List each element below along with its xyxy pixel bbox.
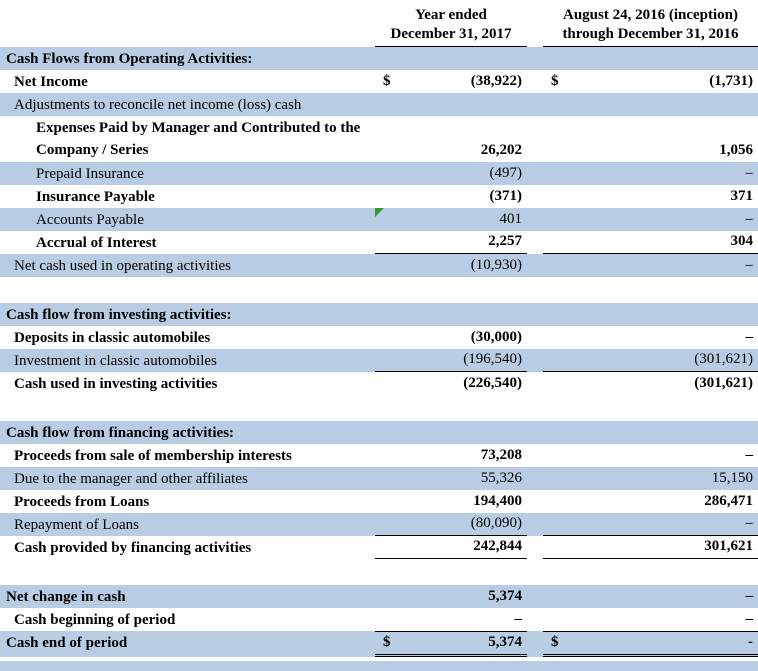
column-gap [527, 185, 543, 208]
cell-value: 5,374 [488, 588, 522, 604]
table-row [0, 608, 758, 631]
table-row [0, 585, 758, 608]
cell-value: 15,150 [711, 470, 753, 486]
table-body [0, 47, 758, 657]
cell-value: - [748, 634, 753, 650]
cell-value: – [745, 211, 753, 227]
column-gap [527, 326, 543, 349]
row-label[interactable]: Net Income [14, 74, 88, 90]
table-row [0, 231, 758, 254]
value-cell-2017[interactable] [375, 254, 527, 277]
value-cell-2016[interactable] [543, 208, 758, 231]
table-row [0, 277, 758, 303]
column-gap [527, 254, 543, 277]
cell-value: 401 [499, 211, 522, 227]
value-cell-2017[interactable] [375, 231, 527, 254]
value-cell-2016[interactable] [543, 559, 758, 585]
table-row [0, 421, 758, 444]
value-cell-2016[interactable] [543, 631, 758, 657]
value-cell-2017[interactable] [375, 585, 527, 608]
row-label[interactable]: Investment in classic automobiles [14, 353, 217, 369]
cell-value: (497) [489, 165, 522, 181]
value-cell-2016[interactable] [543, 47, 758, 70]
value-cell-2016[interactable] [543, 608, 758, 631]
value-cell-2016[interactable] [543, 254, 758, 277]
value-cell-2017[interactable] [375, 326, 527, 349]
column-gap [527, 349, 543, 372]
column-gap [527, 303, 543, 326]
value-cell-2017[interactable] [375, 421, 527, 444]
value-cell-2016[interactable] [543, 536, 758, 559]
column-header-line1: August 24, 2016 (inception) [562, 7, 738, 23]
row-label[interactable]: Insurance Payable [36, 189, 155, 205]
column-gap [527, 47, 543, 70]
cell-flag-icon [375, 208, 384, 217]
value-cell-2016[interactable] [543, 326, 758, 349]
column-gap [527, 70, 543, 93]
value-cell-2017[interactable] [375, 536, 527, 559]
table-row [0, 303, 758, 326]
column-header-line2: through December 31, 2016 [562, 26, 739, 42]
value-cell-2017[interactable] [375, 93, 527, 116]
column-gap [527, 231, 543, 254]
table-row [0, 208, 758, 231]
row-label[interactable]: Accrual of Interest [36, 235, 157, 251]
table-row [0, 490, 758, 513]
value-cell-2016[interactable] [543, 70, 758, 93]
value-cell-2017[interactable] [375, 513, 527, 536]
row-label[interactable]: Net cash used in operating activities [14, 258, 232, 274]
row-label[interactable]: Prepaid Insurance [36, 166, 144, 182]
cell-value: – [745, 588, 753, 604]
value-cell-2016[interactable] [543, 277, 758, 303]
cell-value: (30,000) [470, 329, 522, 345]
table-row [0, 395, 758, 421]
row-label[interactable]: Cash Flows from Operating Activities: [6, 51, 253, 67]
value-cell-2017[interactable] [375, 162, 527, 185]
value-cell-2017[interactable] [375, 349, 527, 372]
column-header-2016[interactable] [543, 6, 758, 47]
column-gap [527, 490, 543, 513]
cell-value: – [745, 611, 753, 627]
row-label[interactable] [0, 277, 375, 303]
column-gap [527, 536, 543, 559]
table-row [0, 116, 758, 162]
currency-symbol: $ [551, 634, 559, 650]
value-cell-2016[interactable] [543, 585, 758, 608]
cell-value: (1,731) [709, 73, 753, 89]
row-label[interactable]: Repayment of Loans [14, 517, 139, 533]
table-row [0, 70, 758, 93]
row-label[interactable]: Expenses Paid by Manager and Contributed to the Company / Series [36, 120, 361, 158]
row-label[interactable]: Cash beginning of period [14, 612, 176, 628]
cell-value: (301,621) [694, 351, 753, 367]
table-row [0, 254, 758, 277]
row-label[interactable]: Cash used in investing activities [14, 376, 218, 392]
value-cell-2017[interactable] [375, 631, 527, 657]
table-row [0, 513, 758, 536]
column-gap [527, 93, 543, 116]
table-row [0, 349, 758, 372]
value-cell-2016[interactable] [543, 372, 758, 395]
table-row [0, 559, 758, 585]
row-label[interactable]: Deposits in classic automobiles [14, 330, 211, 346]
row-label[interactable]: Cash end of period [6, 635, 128, 651]
row-label[interactable] [0, 395, 375, 421]
cell-value: 2,257 [488, 233, 522, 249]
value-cell-2016[interactable] [543, 93, 758, 116]
value-cell-2016[interactable] [543, 185, 758, 208]
cell-value: – [745, 257, 753, 273]
cell-value: 1,056 [719, 142, 753, 158]
column-gap [527, 208, 543, 231]
column-header-2017[interactable] [375, 6, 527, 47]
value-cell-2017[interactable] [375, 116, 527, 162]
currency-symbol: $ [551, 73, 559, 89]
row-label[interactable]: Cash flow from financing activities: [6, 425, 235, 441]
cell-value: 371 [730, 188, 753, 204]
cell-value: 5,374 [488, 634, 522, 650]
cell-value: – [745, 447, 753, 463]
table-row [0, 162, 758, 185]
table-row [0, 631, 758, 657]
value-cell-2016[interactable] [543, 490, 758, 513]
column-gap [527, 467, 543, 490]
value-cell-2017[interactable] [375, 372, 527, 395]
cell-value: 304 [730, 233, 753, 249]
column-gap [527, 277, 543, 303]
table-row [0, 444, 758, 467]
value-cell-2016[interactable] [543, 162, 758, 185]
value-cell-2016[interactable] [543, 395, 758, 421]
value-cell-2017[interactable] [375, 208, 527, 231]
value-cell-2016[interactable] [543, 231, 758, 254]
value-cell-2017[interactable] [375, 490, 527, 513]
table-header [0, 0, 758, 47]
column-gap [527, 372, 543, 395]
table-row [0, 185, 758, 208]
table-row [0, 47, 758, 70]
column-gap [527, 608, 543, 631]
value-cell-2016[interactable] [543, 467, 758, 490]
cell-value: – [514, 611, 522, 627]
cell-value: (371) [489, 188, 522, 204]
cell-value: 73,208 [480, 447, 522, 463]
value-cell-2016[interactable] [543, 513, 758, 536]
value-cell-2017[interactable] [375, 47, 527, 70]
table-row [0, 326, 758, 349]
value-cell-2016[interactable] [543, 444, 758, 467]
column-gap [527, 559, 543, 585]
table-row [0, 372, 758, 395]
row-label[interactable]: Cash provided by financing activities [14, 540, 252, 556]
value-cell-2017[interactable] [375, 467, 527, 490]
column-gap [527, 585, 543, 608]
row-label[interactable]: Net change in cash [6, 589, 126, 605]
value-cell-2017[interactable] [375, 444, 527, 467]
value-cell-2017[interactable] [375, 608, 527, 631]
cell-value: – [745, 329, 753, 345]
table-row [0, 536, 758, 559]
value-cell-2017[interactable] [375, 395, 527, 421]
cell-value: – [745, 165, 753, 181]
value-cell-2017[interactable] [375, 70, 527, 93]
value-cell-2016[interactable] [543, 303, 758, 326]
row-label[interactable]: Proceeds from sale of membership interests [14, 448, 292, 464]
cell-value: 301,621 [704, 538, 753, 554]
cell-value: (196,540) [463, 351, 522, 367]
cell-value: (226,540) [463, 375, 522, 391]
cell-value: 286,471 [704, 493, 753, 509]
table-row [0, 93, 758, 116]
row-label[interactable]: Proceeds from Loans [14, 494, 150, 510]
row-label[interactable]: Due to the manager and other affiliates [14, 471, 248, 487]
value-cell-2017[interactable] [375, 303, 527, 326]
column-header-line1: Year ended [415, 7, 487, 23]
cell-value: 26,202 [480, 142, 522, 158]
row-label[interactable]: Accounts Payable [36, 212, 144, 228]
value-cell-2016[interactable] [543, 421, 758, 444]
cell-value: (301,621) [694, 375, 753, 391]
row-label[interactable] [0, 559, 375, 585]
value-cell-2016[interactable] [543, 116, 758, 162]
column-gap [527, 162, 543, 185]
row-label[interactable]: Cash flow from investing activities: [6, 307, 232, 323]
column-header-line2: December 31, 2017 [390, 26, 512, 42]
value-cell-2016[interactable] [543, 349, 758, 372]
cell-value: (38,922) [470, 73, 522, 89]
bottom-strip [0, 661, 758, 671]
table-row [0, 467, 758, 490]
currency-symbol: $ [383, 73, 391, 89]
value-cell-2017[interactable] [375, 185, 527, 208]
column-gap [527, 116, 543, 162]
currency-symbol: $ [383, 634, 391, 650]
value-cell-2017[interactable] [375, 559, 527, 585]
cell-value: 194,400 [473, 493, 522, 509]
column-gap [527, 444, 543, 467]
cell-value: 242,844 [473, 538, 522, 554]
column-gap [527, 513, 543, 536]
row-label[interactable]: Adjustments to reconcile net income (loss) cash [14, 97, 302, 113]
cell-value: (80,090) [470, 515, 522, 531]
column-gap [527, 631, 543, 657]
column-gap [527, 395, 543, 421]
cell-value: – [745, 515, 753, 531]
cell-value: (10,930) [470, 257, 522, 273]
value-cell-2017[interactable] [375, 277, 527, 303]
cell-value: 55,326 [480, 470, 522, 486]
column-gap [527, 421, 543, 444]
